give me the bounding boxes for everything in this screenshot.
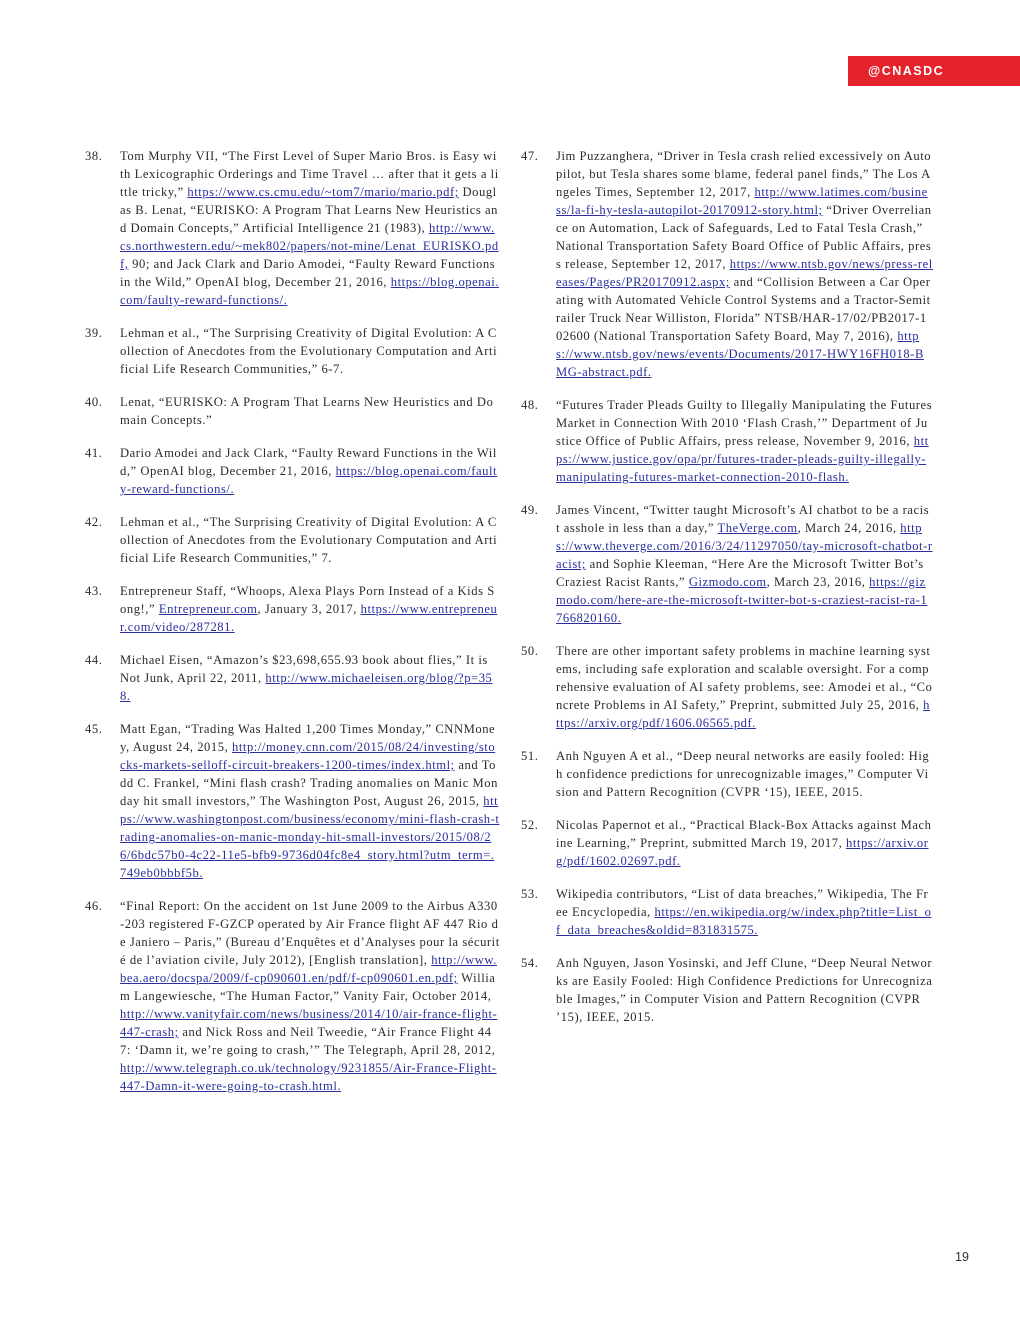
endnote-citation-text: Lehman et al., “The Surprising Creativity of Digital Evolution: A Collection of Anecdotes from the Evolutionary Computation and Artificial Life Research Communities,” 6-7. (120, 326, 498, 376)
endnote-citation-text: , March 23, 2016, (766, 575, 870, 589)
endnote-item (85, 147, 500, 309)
endnote-text (120, 147, 500, 309)
endnote-item (521, 954, 933, 1026)
endnote-item (521, 147, 933, 381)
endnote-citation-text: and Todd C. Frankel, “Mini flash crash? Trading anomalies on Manic Monday hit small investors,” The Washington Post, August 26, 2015, (120, 758, 498, 808)
twitter-handle-badge: @CNASDC (848, 56, 1020, 86)
endnote-link[interactable]: http://www.bea.aero/docspa/2009/f-cp090601.en/pdf/f-cp090601.en.pdf; (120, 953, 497, 985)
endnote-item (85, 324, 500, 378)
endnotes-right-column (521, 147, 933, 1041)
endnote-item (521, 816, 933, 870)
endnote-number: 39. (85, 326, 103, 340)
endnote-citation-text: Tom Murphy VII, “The First Level of Super Mario Bros. is Easy with Lexicographic Orderings and Time Travel … after that it gets a little tricky,” (120, 149, 499, 199)
endnote-number: 54. (521, 956, 539, 970)
endnote-item (85, 582, 500, 636)
endnote-text (556, 147, 933, 381)
endnote-number: 38. (85, 149, 103, 163)
endnote-item (85, 897, 500, 1095)
endnote-link[interactable]: https://blog.openai.com/faulty-reward-functions/. (120, 464, 498, 496)
endnote-number: 42. (85, 515, 103, 529)
endnote-text (556, 816, 933, 870)
endnote-citation-text: , January 3, 2017, (257, 602, 361, 616)
endnote-citation-text: Lenat, “EURISKO: A Program That Learns New Heuristics and Domain Concepts.” (120, 395, 494, 427)
endnote-link[interactable]: https://en.wikipedia.org/w/index.php?title=List_of_data_breaches&oldid=831831575. (556, 905, 932, 937)
endnote-citation-text: Matt Egan, “Trading Was Halted 1,200 Times Monday,” CNNMoney, August 24, 2015, (120, 722, 496, 754)
endnote-text (120, 720, 500, 882)
endnote-text (556, 747, 933, 801)
endnote-item (521, 396, 933, 486)
endnote-item (85, 720, 500, 882)
endnote-link[interactable]: https://www.theverge.com/2016/3/24/11297050/tay-microsoft-chatbot-racist; (556, 521, 933, 571)
endnote-item (521, 501, 933, 627)
endnote-text (120, 393, 500, 429)
endnote-link[interactable]: https://www.ntsb.gov/news/press-releases/Pages/PR20170912.aspx; (556, 257, 933, 289)
endnote-number: 48. (521, 398, 539, 412)
endnote-text (556, 396, 933, 486)
endnote-link[interactable]: https://www.entrepreneur.com/video/287281. (120, 602, 498, 634)
endnote-citation-text: “Final Report: On the accident on 1st June 2009 to the Airbus A330-203 registered F-GZCP operated by Air France flight AF 447 Rio de Janiero – Paris,” (Bureau d’Enquêtes et d’Analyses pour la sécurité de l’aviation civile, July 2012), [English translation], (120, 899, 500, 967)
endnote-text (556, 501, 933, 627)
endnote-citation-text: and “Collision Between a Car Operating with Automated Vehicle Control Systems and a Tractor-Semitrailer Truck Near Williston, Florida” NTSB/HAR-17/02/PB2017-102600 (National Transportation Safety Board, May 7, 2016), (556, 275, 931, 343)
endnote-citation-text: Jim Puzzanghera, “Driver in Tesla crash relied excessively on Autopilot, but Tesla shares some blame, federal panel finds,” The Los Angeles Times, September 12, 2017, (556, 149, 932, 199)
endnote-link[interactable]: TheVerge.com (717, 521, 798, 535)
endnote-number: 45. (85, 722, 103, 736)
endnote-citation-text: Lehman et al., “The Surprising Creativity of Digital Evolution: A Collection of Anecdotes from the Evolutionary Computation and Artificial Life Research Communities,” 7. (120, 515, 498, 565)
endnote-link[interactable]: https://www.washingtonpost.com/business/economy/mini-flash-crash-trading-anomalies-on-manic-monday-hit-small-investors/2015/08/26/6bdc57b0-4c22-11e5-bfb9-9736d04fc8e4_story.html?utm_term=.749eb0bbbf5b. (120, 794, 500, 880)
endnote-item (85, 393, 500, 429)
endnote-link[interactable]: http://www.telegraph.co.uk/technology/9231855/Air-France-Flight-447-Damn-it-were-going-to-crash.html. (120, 1061, 497, 1093)
endnote-citation-text: Michael Eisen, “Amazon’s $23,698,655.93 book about flies,” It is Not Junk, April 22, 2011, (120, 653, 488, 685)
endnote-link[interactable]: https://arxiv.org/pdf/1606.06565.pdf. (556, 698, 930, 730)
endnote-citation-text: , March 24, 2016, (797, 521, 901, 535)
endnote-text (120, 651, 500, 705)
endnote-item (85, 651, 500, 705)
endnote-citation-text: William Langewiesche, “The Human Factor,” Vanity Fair, October 2014, (120, 971, 496, 1003)
endnote-text (120, 324, 500, 378)
endnote-text (556, 642, 933, 732)
endnote-number: 49. (521, 503, 539, 517)
endnote-link[interactable]: Entrepreneur.com (158, 602, 258, 616)
endnote-number: 47. (521, 149, 539, 163)
endnotes-left-column (85, 147, 500, 1110)
endnote-item (85, 444, 500, 498)
endnote-number: 52. (521, 818, 539, 832)
endnote-citation-text: Anh Nguyen, Jason Yosinski, and Jeff Clune, “Deep Neural Networks are Easily Fooled: High Confidence Predictions for Unrecognizable Images,” in Computer Vision and Pattern Recognition (CVPR ’15), IEEE, 2015. (556, 956, 933, 1024)
endnote-item (521, 642, 933, 732)
endnote-citation-text: Douglas B. Lenat, “EURISKO: A Program That Learns New Heuristics and Domain Concepts,” Artificial Intelligence 21 (1983), (120, 185, 499, 235)
endnote-link[interactable]: https://www.ntsb.gov/news/events/Documents/2017-HWY16FH018-BMG-abstract.pdf. (556, 329, 924, 379)
endnote-number: 43. (85, 584, 103, 598)
endnote-citation-text: “Futures Trader Pleads Guilty to Illegally Manipulating the Futures Market in Connection With 2010 ‘Flash Crash,’” Department of Justice Office of Public Affairs, press release, November 9, 2016, (556, 398, 933, 448)
endnote-text (556, 954, 933, 1026)
endnote-citation-text: Wikipedia contributors, “List of data breaches,” Wikipedia, The Free Encyclopedia, (556, 887, 929, 919)
endnote-citation-text: and Sophie Kleeman, “Here Are the Microsoft Twitter Bot’s Craziest Racist Rants,” (556, 557, 924, 589)
endnote-citation-text: “Driver Overreliance on Automation, Lack of Safeguards, Led to Fatal Tesla Crash,” National Transportation Safety Board Office of Public Affairs, press release, September 12, 2017, (556, 203, 932, 271)
endnote-link[interactable]: https://gizmodo.com/here-are-the-microsoft-twitter-bot-s-craziest-racist-ra-1766820160. (556, 575, 928, 625)
endnote-number: 51. (521, 749, 539, 763)
endnote-number: 41. (85, 446, 103, 460)
endnote-number: 46. (85, 899, 103, 913)
endnote-item (521, 747, 933, 801)
endnote-item (521, 885, 933, 939)
endnote-citation-text: 90; and Jack Clark and Dario Amodei, “Faulty Reward Functions in the Wild,” OpenAI blog, December 21, 2016, (120, 257, 496, 289)
endnote-number: 40. (85, 395, 103, 409)
endnote-link[interactable]: https://arxiv.org/pdf/1602.02697.pdf. (556, 836, 929, 868)
endnote-citation-text: Entrepreneur Staff, “Whoops, Alexa Plays Porn Instead of a Kids Song!,” (120, 584, 495, 616)
endnote-citation-text: There are other important safety problems in machine learning systems, including safe exploration and scalable oversight. For a comprehensive evaluation of AI safety problems, see: Amodei et al., “Concrete Problems in AI Safety,” Preprint, submitted July 25, 2016, (556, 644, 933, 712)
page-number: 19 (955, 1250, 969, 1264)
endnote-link[interactable]: https://blog.openai.com/faulty-reward-functions/. (120, 275, 500, 307)
endnote-link[interactable]: http://money.cnn.com/2015/08/24/investing/stocks-markets-selloff-circuit-breakers-1200-times/index.html; (120, 740, 496, 772)
endnote-text (556, 885, 933, 939)
endnote-number: 53. (521, 887, 539, 901)
endnote-citation-text: Nicolas Papernot et al., “Practical Black-Box Attacks against Machine Learning,” Preprint, submitted March 19, 2017, (556, 818, 932, 850)
endnote-text (120, 513, 500, 567)
endnote-text (120, 897, 500, 1095)
endnote-number: 50. (521, 644, 539, 658)
endnote-link[interactable]: http://www.michaeleisen.org/blog/?p=358. (120, 671, 493, 703)
endnote-text (120, 582, 500, 636)
endnote-citation-text: Anh Nguyen A et al., “Deep neural networks are easily fooled: High confidence predictions for unrecognizable images,” Computer Vision and Pattern Recognition (CVPR ‘15), IEEE, 2015. (556, 749, 930, 799)
endnote-link[interactable]: Gizmodo.com (688, 575, 767, 589)
endnote-link[interactable]: http://www.latimes.com/business/la-fi-hy-tesla-autopilot-20170912-story.html; (556, 185, 928, 217)
endnote-link[interactable]: http://www.cs.northwestern.edu/~mek802/papers/not-mine/Lenat_EURISKO.pdf, (120, 221, 499, 271)
endnote-citation-text: Dario Amodei and Jack Clark, “Faulty Reward Functions in the Wild,” OpenAI blog, December 21, 2016, (120, 446, 497, 478)
endnote-link[interactable]: http://www.vanityfair.com/news/business/2014/10/air-france-flight-447-crash; (120, 1007, 498, 1039)
endnote-text (120, 444, 500, 498)
endnote-item (85, 513, 500, 567)
endnote-link[interactable]: https://www.justice.gov/opa/pr/futures-trader-pleads-guilty-illegally-manipulating-futures-market-connection-2010-flash. (556, 434, 929, 484)
endnote-link[interactable]: https://www.cs.cmu.edu/~tom7/mario/mario.pdf; (187, 185, 459, 199)
endnote-citation-text: James Vincent, “Twitter taught Microsoft’s AI chatbot to be a racist asshole in less than a day,” (556, 503, 930, 535)
endnote-citation-text: and Nick Ross and Neil Tweedie, “Air France Flight 447: ‘Damn it, we’re going to crash,’” The Telegraph, April 28, 2012, (120, 1025, 496, 1057)
endnote-number: 44. (85, 653, 103, 667)
